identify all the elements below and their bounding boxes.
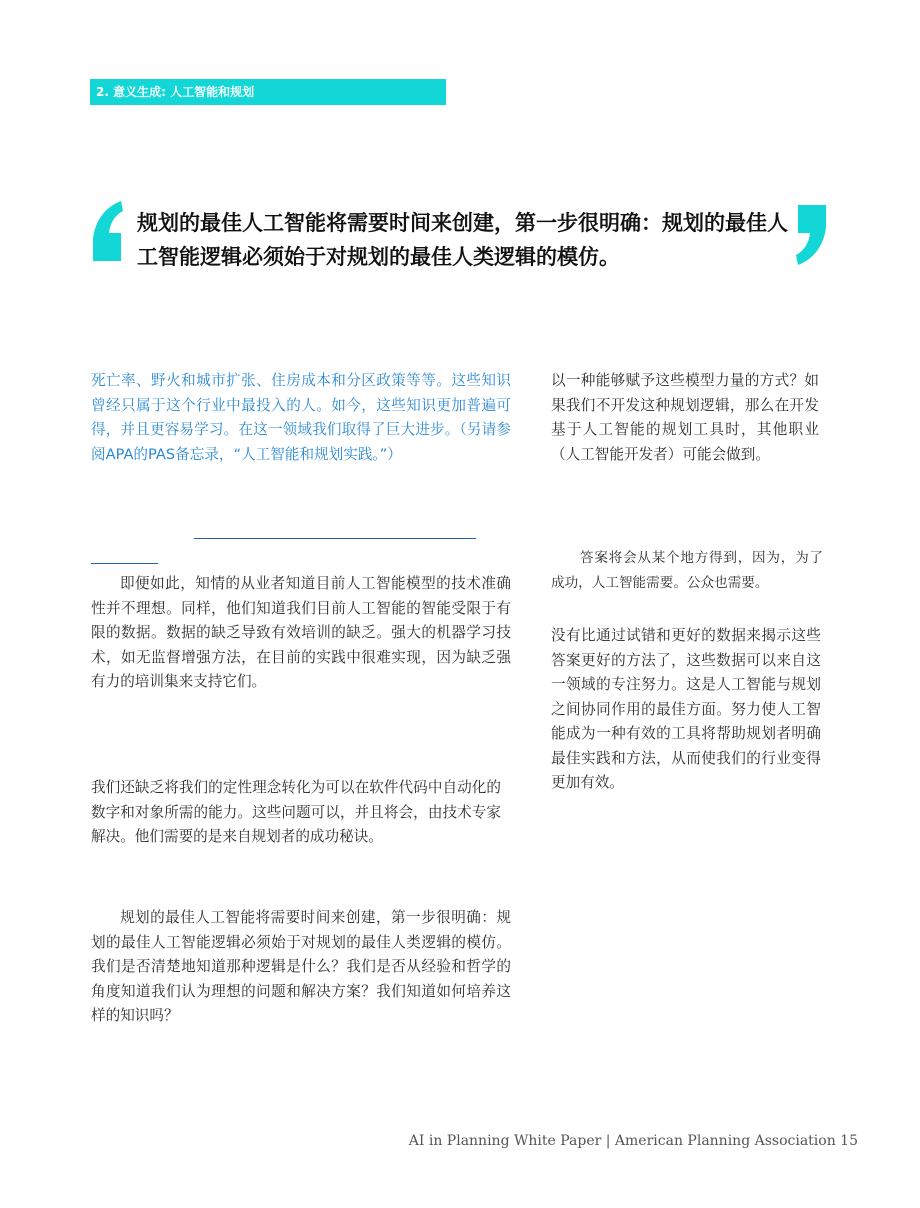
right-paragraph-2: 答案将会从某个地方得到，因为，为了成功，人工智能需要。公众也需要。	[551, 550, 823, 591]
divider-short	[91, 563, 158, 564]
close-quote-icon	[796, 203, 828, 265]
section-header	[90, 79, 446, 105]
right-paragraph-1: 以一种能够赋予这些模型力量的方式？如果我们不开发这种规划逻辑，那么在开发基于人工智能的规划工具时，其他职业（人工智能开发者）可能会做到。	[551, 372, 819, 463]
divider-long	[194, 538, 476, 539]
page-footer: AI in Planning White Paper | American Planning Association 15	[408, 1133, 858, 1149]
left-paragraph-2: 即便如此，知情的从业者知道目前人工智能模型的技术准确性并不理想。同样，他们知道我们目前人工智能的智能受限于有限的数据。数据的缺乏导致有效培训的缺乏。强大的机器学习技术，如无监督增强方法，在目前的实践中很难实现，因为缺乏强有力的培训集来支持它们。	[91, 575, 511, 690]
left-paragraph-4: 规划的最佳人工智能将需要时间来创建，第一步很明确：规划的最佳人工智能逻辑必须始于对规划的最佳人类逻辑的模仿。我们是否清楚地知道那种逻辑是什么？我们是否从经验和哲学的角度知道我们认为理想的问题和解决方案？我们知道如何培养这样的知识吗？	[91, 909, 511, 1024]
pull-quote: 规划的最佳人工智能将需要时间来创建，第一步很明确：规划的最佳人工智能逻辑必须始于对规划的最佳人类逻辑的模仿。	[137, 211, 788, 269]
right-paragraph-3: 没有比通过试错和更好的数据来揭示这些答案更好的方法了，这些数据可以来自这一领域的专注努力。这是人工智能与规划之间协同作用的最佳方面。努力使人工智能成为一种有效的工具将帮助规划者明确最佳实践和方法，从而使我们的行业变得更加有效。	[551, 627, 821, 791]
section-header-label: 2. 意义生成: 人工智能和规划	[96, 85, 255, 99]
open-quote-icon	[91, 201, 123, 263]
left-paragraph-1: 死亡率、野火和城市扩张、住房成本和分区政策等等。这些知识曾经只属于这个行业中最投入的人。如今，这些知识更加普遍可得，并且更容易学习。在这一领域我们取得了巨大进步。（另请参阅APA的PAS备忘录，“人工智能和规划实践。”）	[91, 372, 511, 463]
left-paragraph-3: 我们还缺乏将我们的定性理念转化为可以在软件代码中自动化的数字和对象所需的能力。这些问题可以，并且将会，由技术专家解决。他们需要的是来自规划者的成功秘诀。	[91, 779, 501, 845]
